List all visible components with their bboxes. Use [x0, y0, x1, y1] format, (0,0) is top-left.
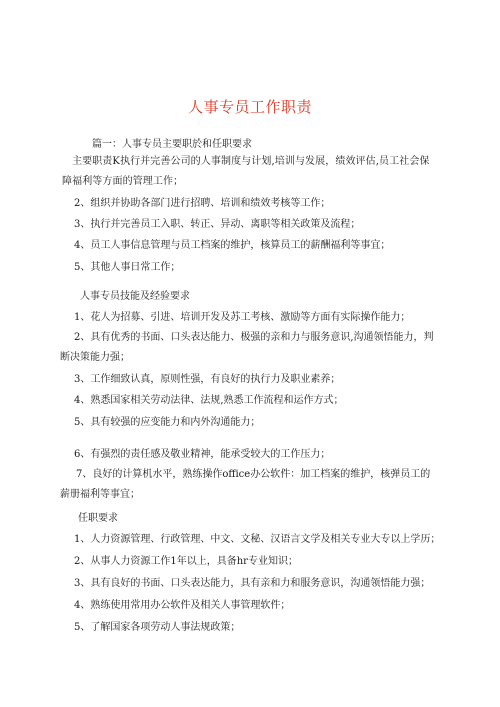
section2-item-1: 1、花人为招募、引进、培训开发及苏工考核、激励等方面有实际操作能力；	[74, 312, 411, 323]
section1-item-4: 4、员工人事信息管理与员工档案的维护，核算员工的薪酬福利等事宜；	[74, 240, 391, 251]
section2-item-3: 3、工作细致认真，原则性强，有良好的执行力及职业素养；	[74, 374, 341, 385]
document-title: 人事专员工作职责	[187, 98, 312, 116]
section3-item-4: 4、熟练使用常用办公软件及相关人事管理软件；	[74, 600, 291, 611]
section2-heading: 人事专员技能及经验要求	[80, 291, 190, 302]
section3-item-5: 5、了解国家各项劳动人事法规政策；	[74, 622, 241, 633]
section1-item-3: 3、执行并完善员工入职、转正、异动、离职等相关政策及流程；	[74, 219, 361, 230]
section3-item-1: 1、人力资源管理、行政管理、中文、文秘、汉语言文学及相关专业大专以上学历；	[74, 534, 441, 545]
section3-item-2: 2、从事人力资源工作1年以上，具备hr专业知识；	[74, 556, 298, 567]
section2-item-5: 5、具有较强的应变能力和内外沟通能力；	[74, 417, 261, 428]
section2-item-6: 6、有强烈的责任感及敬业精神，能承受较大的工作压力；	[74, 449, 331, 460]
section3-item-3: 3、具有良好的书面、口头表达能力，具有亲和力和服务意识，沟通领悟能力强；	[74, 578, 431, 589]
section2-item-2: 2、具有优秀的书面、口头表达能力、极强的亲和力与服务意识,沟通领悟能力，判断决策能力强；	[60, 332, 434, 363]
section3-heading: 任职要求	[78, 513, 118, 524]
section1-heading: 篇一：人事专员主要职於和任职要求	[92, 139, 252, 150]
section1-item-2: 2、组织并协助各部门进行招聘、培训和绩效考核等工作；	[74, 198, 331, 209]
section2-item-4: 4、熟悉国家相关劳动法律、法规,熟悉工作流程和运作方式；	[74, 395, 344, 406]
section1-item-5: 5、其他人事日常工作；	[74, 262, 181, 273]
section2-item-7: 7、良好的计算机水平，熟练操作office办公软件：加工档案的维护，核弹员工的薪册福利等事宜；	[60, 469, 431, 500]
section1-intro: 主要职责K执行并完善公司的人事制度与计划,培训与发展，绩效评估,员工社会保障福利等方面的管理工作；	[62, 156, 430, 187]
